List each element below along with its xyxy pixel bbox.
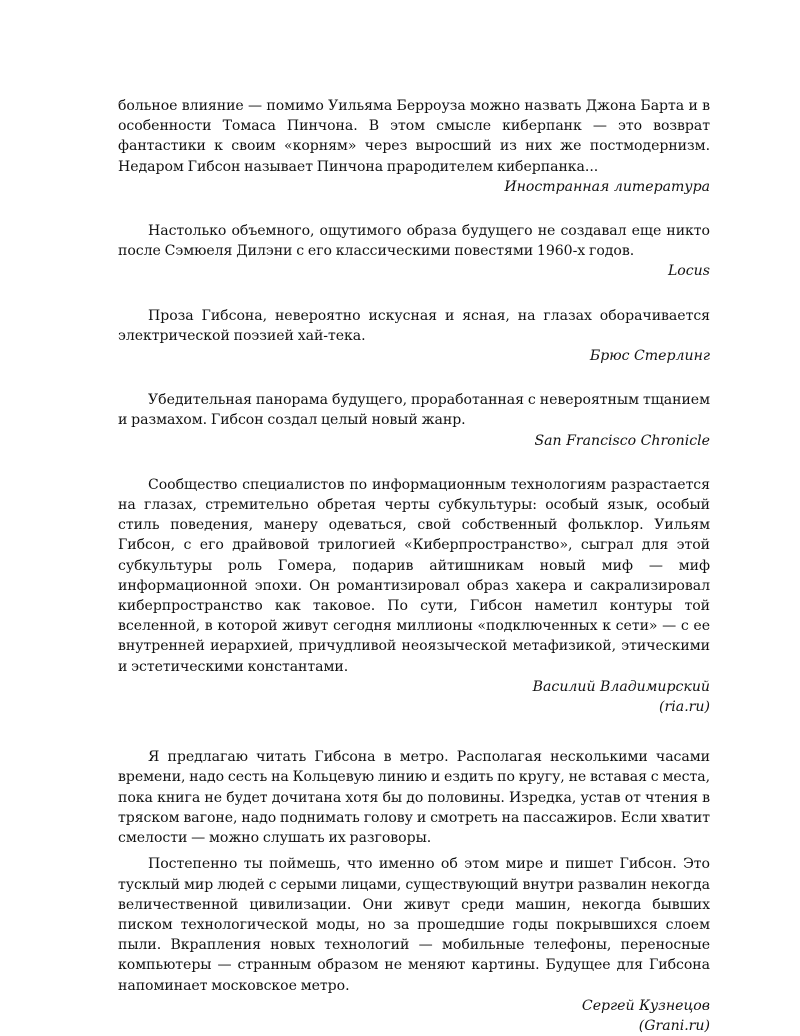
review-source: Иностранная литература [504,178,710,195]
review-source: Locus [667,263,710,280]
review-source: Василий Владимирский [532,678,710,695]
review-text: больное влияние — помимо Уильяма Берроуза можно назвать Джона Барта и в особенности Томаса Пинчона. В этом смысле киберпанк — это возврат фантастики к своим «корням» через выросший из них же постмодернизм. Недаром Гибсон называет Пинчона прародителем киберпанка... [118,98,710,175]
review-text: Сообщество специалистов по информационным технологиям разрастается на глазах, стремительно обретая черты субкультуры: особый язык, особый стиль поведения, манеру одеваться, свой собственный фольклор. Уильям Гибсон, с его драйвовой трилогией «Киберпространство», сыграл для этой субкультуры роль Гомера, подарив айтишникам новый миф — миф информационной эпохи. Он романтизировал образ хакера и сакрализировал киберпространство как таковое. По сути, Гибсон наметил контуры той вселенной, в которой живут сегодня миллионы «подключенных к сети» — с ее внутренней иерархией, причудливой неоязыческой метафизикой, этическими и эстетическими константами. [118,476,710,675]
review-source: San Francisco Chronicle [534,432,710,449]
review-text: Проза Гибсона, невероятно искусная и ясная, на глазах оборачивается электрической поэзией хай-тека. [118,307,710,344]
review-text: Убедительная панорама будущего, проработанная с невероятным тщанием и размахом. Гибсон создал целый новый жанр. [118,392,710,429]
review-text-continued: Постепенно ты поймешь, что именно об этом мире и пишет Гибсон. Это тусклый мир людей с серыми лицами, существующий внутри развалин некогда величественной цивилизации. Они живут среди машин, некогда бывших писком технологической моды, но за прошедшие годы покрывшихся слоем пыли. Вкрапления новых технологий — мобильные телефоны, переносные компьютеры — странным образом не меняют картины. Будущее для Гибсона напоминает московское метро. [118,856,710,994]
review-kuznetsov [118,747,710,1036]
review-text: Я предлагаю читать Гибсона в метро. Располагая несколькими часами времени, надо сесть на Кольцевую линию и ездить по кругу, не вставая с места, пока книга не будет дочитана хотя бы до половины. Изредка, устав от чтения в тряском вагоне, надо поднимать голову и смотреть на пассажиров. Если хватит смелости — можно слушать их разговоры. [118,749,711,847]
review-source-site: (Grani.ru) [638,1017,710,1034]
review-source: Сергей Кузнецов [581,997,710,1014]
review-page [118,96,710,1036]
review-source: Брюс Стерлинг [589,348,710,365]
review-sf-chronicle [118,390,710,451]
review-locus [118,221,710,282]
review-sterling [118,306,710,367]
review-foreign-literature [118,96,710,197]
review-text: Настолько объемного, ощутимого образа будущего не создавал еще никто после Сэмюеля Дилэни с его классическими повестями 1960-х годов. [118,223,710,260]
review-source-site: (ria.ru) [659,699,710,716]
review-vladimirsky [118,475,710,717]
